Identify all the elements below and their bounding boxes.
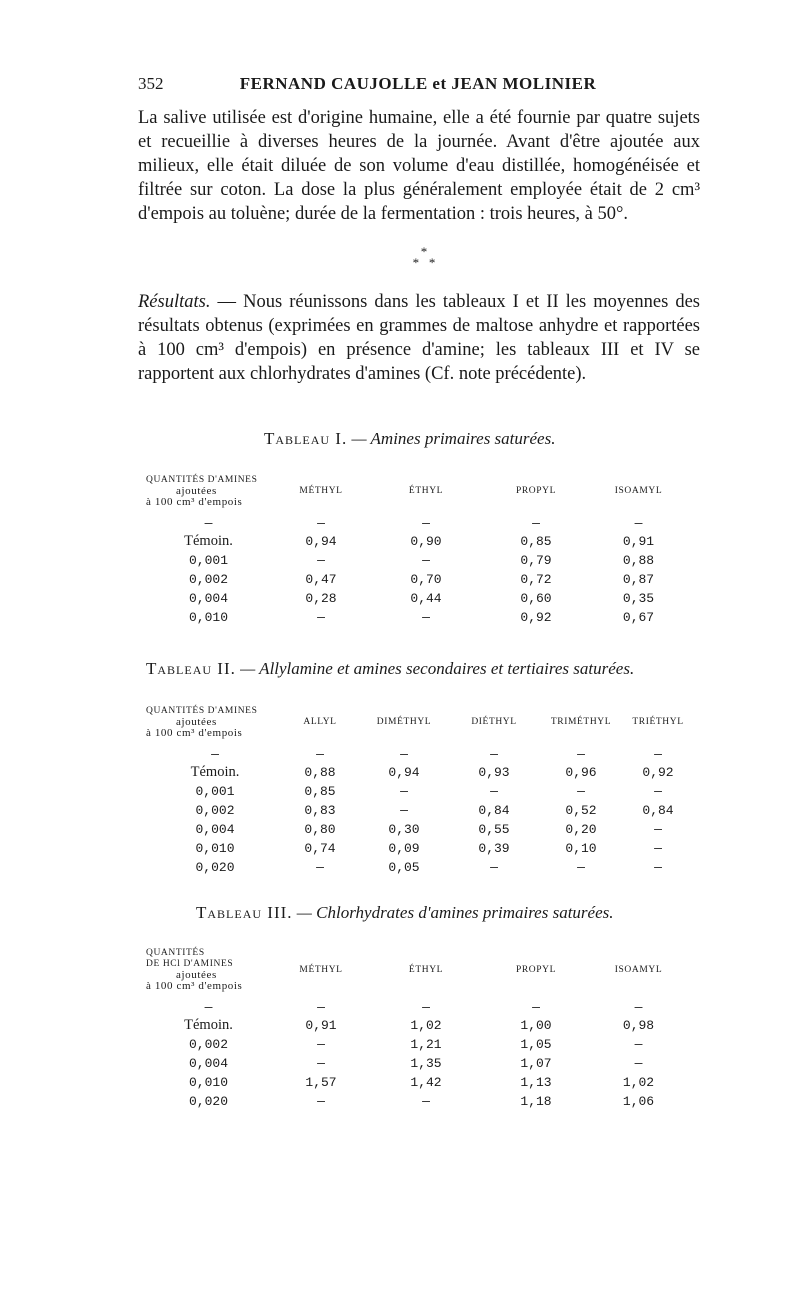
value-cell: 1,35 xyxy=(410,1056,442,1071)
column-header: PROPYL xyxy=(515,964,557,975)
table-row xyxy=(146,1092,686,1111)
value-cell: 1,06 xyxy=(622,1094,655,1109)
row-label-cell: Témoin. xyxy=(184,1017,233,1033)
value-cell: 0,09 xyxy=(388,841,420,856)
value-cell: 0,39 xyxy=(478,841,510,856)
value-cell: 0,92 xyxy=(642,765,674,780)
value-cell: 0,55 xyxy=(478,822,510,837)
table-1-caption xyxy=(264,429,555,449)
value-cell: — xyxy=(577,860,585,875)
column-header: MÉTHYL xyxy=(299,485,343,496)
quantity-column-header xyxy=(146,942,271,998)
value-cell: 0,79 xyxy=(520,553,552,568)
section-separator: * * * xyxy=(412,244,436,270)
column-header: TRIÉTHYL xyxy=(632,716,684,727)
value-cell: 0,91 xyxy=(305,1018,337,1033)
row-label-cell: 0,010 xyxy=(188,1075,228,1090)
value-cell: — xyxy=(634,1037,643,1052)
value-cell: 0,67 xyxy=(622,610,655,625)
value-cell: 1,05 xyxy=(520,1037,552,1052)
row-label-cell: 0,004 xyxy=(195,822,235,837)
value-cell: — xyxy=(532,999,540,1015)
column-header: PROPYL xyxy=(515,485,557,496)
paragraph-saliva-method: La salive utilisée est d'origine humaine, elle a été fournie par quatre sujets et recueillie à diverses heures de la journée. Avant d'être ajoutée aux milieux, elle était diluée de son volume d'eau distillée, homogénéisée et filtrée sur coton. La dose la plus généralement employée était de 2 cm³ d'empois au toluène; durée de la fermentation : trois heures, à 50°. xyxy=(138,108,700,224)
column-header: ALLYL xyxy=(303,716,337,727)
row-label-cell: 0,001 xyxy=(188,553,228,568)
column-header: ISOAMYL xyxy=(614,485,663,496)
row-label-cell: — xyxy=(204,999,213,1015)
value-cell: — xyxy=(654,860,662,875)
value-cell: — xyxy=(654,784,662,799)
value-cell: 1,21 xyxy=(410,1037,442,1052)
table-2-title: — Allylamine et amines secondaires et tertiaires saturées. xyxy=(235,659,635,678)
row-label-cell: 0,004 xyxy=(188,1056,228,1071)
column-header: ÉTHYL xyxy=(408,964,444,975)
quantity-header-line: ajoutées xyxy=(176,969,217,981)
row-label-cell: 0,001 xyxy=(195,784,235,799)
table-2 xyxy=(146,699,690,877)
row-label-cell: 0,004 xyxy=(188,591,228,606)
value-cell: — xyxy=(654,746,662,762)
table-row xyxy=(146,1016,686,1035)
value-cell: 0,84 xyxy=(478,803,510,818)
running-header xyxy=(138,74,698,98)
value-cell: 0,87 xyxy=(622,572,655,587)
quantity-column-header xyxy=(146,699,284,745)
column-header: MÉTHYL xyxy=(299,964,343,975)
value-cell: 0,44 xyxy=(410,591,442,606)
table-3-title: — Chlorhydrates d'amines primaires saturées. xyxy=(292,903,614,922)
row-label-cell: 0,002 xyxy=(188,572,228,587)
row-label-cell: 0,002 xyxy=(195,803,235,818)
value-cell: 1,57 xyxy=(305,1075,337,1090)
row-label-cell: 0,020 xyxy=(188,1094,228,1109)
row-label-cell: — xyxy=(211,746,219,762)
table-row xyxy=(146,532,686,551)
value-cell: — xyxy=(400,803,408,818)
results-lead: Résultats. xyxy=(138,292,211,312)
table-3-caption xyxy=(196,903,614,923)
table-row xyxy=(146,1073,686,1092)
table-row xyxy=(146,763,690,782)
row-label-cell: — xyxy=(204,515,213,531)
row-label-cell: Témoin. xyxy=(184,533,233,549)
value-cell: 0,80 xyxy=(304,822,336,837)
table-row xyxy=(146,858,690,877)
value-cell: — xyxy=(490,860,498,875)
table-row xyxy=(146,608,686,627)
page-number: 352 xyxy=(138,74,164,93)
value-cell: — xyxy=(422,999,430,1015)
value-cell: — xyxy=(654,841,662,856)
quantity-header-line: ajoutées xyxy=(176,715,217,728)
value-cell: 0,85 xyxy=(520,534,552,549)
value-cell: 1,02 xyxy=(410,1018,442,1033)
quantity-header-line: QUANTITÉS D'AMINES xyxy=(146,705,258,716)
value-cell: 0,20 xyxy=(565,822,597,837)
value-cell: — xyxy=(634,1056,643,1071)
value-cell: 0,60 xyxy=(520,591,552,606)
value-cell: — xyxy=(317,610,325,625)
table-row xyxy=(146,1035,686,1054)
value-cell: 1,02 xyxy=(622,1075,655,1090)
value-cell: — xyxy=(400,746,408,762)
column-header: ÉTHYL xyxy=(408,485,444,496)
table-2-label: Tableau II. xyxy=(146,659,236,678)
value-cell: 1,13 xyxy=(520,1075,552,1090)
value-cell: 0,70 xyxy=(410,572,442,587)
value-cell: 1,00 xyxy=(520,1018,552,1033)
row-label-cell: 0,002 xyxy=(188,1037,228,1052)
value-cell: — xyxy=(422,515,430,531)
value-cell: — xyxy=(317,553,325,568)
quantity-column-header xyxy=(146,468,271,514)
table-2-caption xyxy=(146,659,634,679)
table-row xyxy=(146,745,690,763)
value-cell: — xyxy=(577,784,585,799)
quantity-header-line: à 100 cm³ d'empois xyxy=(146,980,243,992)
value-cell: 0,35 xyxy=(622,591,655,606)
table-row xyxy=(146,782,690,801)
paragraph-results xyxy=(138,290,700,386)
value-cell: 0,88 xyxy=(622,553,655,568)
value-cell: — xyxy=(634,515,643,531)
row-label-cell: 0,020 xyxy=(195,860,235,875)
table-3 xyxy=(146,942,686,1111)
column-header: TRIMÉTHYL xyxy=(550,716,612,727)
table-row xyxy=(146,1054,686,1073)
value-cell: 0,72 xyxy=(520,572,552,587)
row-label-cell: 0,010 xyxy=(188,610,228,625)
value-cell: 0,93 xyxy=(478,765,510,780)
value-cell: 0,83 xyxy=(304,803,336,818)
table-row xyxy=(146,551,686,570)
value-cell: 0,92 xyxy=(520,610,552,625)
column-header: DIMÉTHYL xyxy=(376,716,432,727)
value-cell: 0,88 xyxy=(304,765,336,780)
table-3-label: Tableau III. xyxy=(196,903,293,922)
results-text: — Nous réunissons dans les tableaux I et II les moyennes des résultats obtenus (exprimées en grammes de maltose anhydre et rapportées à 100 cm³ d'empois) en présence d'amine; les tableaux III et IV se rapportent aux chlorhydrates d'amines (Cf. note précédente). xyxy=(138,292,700,384)
value-cell: 0,94 xyxy=(388,765,420,780)
running-title: FERNAND CAUJOLLE et JEAN MOLINIER xyxy=(239,74,597,93)
value-cell: 0,85 xyxy=(304,784,336,799)
value-cell: — xyxy=(422,610,430,625)
table-row xyxy=(146,570,686,589)
table-row xyxy=(146,801,690,820)
value-cell: 0,84 xyxy=(642,803,674,818)
table-row xyxy=(146,589,686,608)
table-row xyxy=(146,820,690,839)
value-cell: — xyxy=(422,1094,430,1109)
value-cell: 0,74 xyxy=(304,841,336,856)
quantity-header-line: à 100 cm³ d'empois xyxy=(146,726,243,739)
value-cell: 0,91 xyxy=(622,534,655,549)
value-cell: — xyxy=(317,1037,325,1052)
value-cell: 1,42 xyxy=(410,1075,442,1090)
value-cell: — xyxy=(400,784,408,799)
value-cell: 0,96 xyxy=(565,765,597,780)
value-cell: — xyxy=(317,1056,325,1071)
value-cell: — xyxy=(654,822,662,837)
value-cell: 0,90 xyxy=(410,534,442,549)
table-1-label: Tableau I. xyxy=(264,429,348,448)
row-label-cell: Témoin. xyxy=(190,764,240,780)
value-cell: 0,47 xyxy=(305,572,337,587)
value-cell: — xyxy=(316,746,324,762)
value-cell: 0,94 xyxy=(305,534,337,549)
value-cell: — xyxy=(490,784,498,799)
column-header: DIÉTHYL xyxy=(471,716,517,727)
value-cell: 0,28 xyxy=(305,591,337,606)
table-row xyxy=(146,839,690,858)
value-cell: 1,07 xyxy=(520,1056,552,1071)
quantity-header-line: à 100 cm³ d'empois xyxy=(146,495,243,508)
quantity-header-line: QUANTITÉS xyxy=(146,948,205,958)
value-cell: 0,10 xyxy=(565,841,597,856)
table-row xyxy=(146,514,686,532)
row-label-cell: 0,010 xyxy=(195,841,235,856)
value-cell: — xyxy=(317,999,325,1015)
value-cell: — xyxy=(532,515,540,531)
value-cell: — xyxy=(634,999,643,1015)
value-cell: — xyxy=(316,860,324,875)
column-header: ISOAMYL xyxy=(614,964,663,975)
quantity-header-line: ajoutées xyxy=(176,484,217,497)
value-cell: — xyxy=(490,746,498,762)
quantity-header-line: QUANTITÉS D'AMINES xyxy=(146,474,258,485)
value-cell: 0,98 xyxy=(622,1018,655,1033)
value-cell: 0,05 xyxy=(388,860,420,875)
value-cell: — xyxy=(317,515,325,531)
value-cell: — xyxy=(422,553,430,568)
table-1-title: — Amines primaires saturées. xyxy=(347,429,556,448)
value-cell: 0,52 xyxy=(565,803,597,818)
value-cell: 0,30 xyxy=(388,822,420,837)
value-cell: — xyxy=(577,746,585,762)
value-cell: — xyxy=(317,1094,325,1109)
value-cell: 1,18 xyxy=(520,1094,552,1109)
table-row xyxy=(146,998,686,1016)
table-1 xyxy=(146,468,686,627)
quantity-header-line: DE HCl D'AMINES xyxy=(146,959,234,969)
